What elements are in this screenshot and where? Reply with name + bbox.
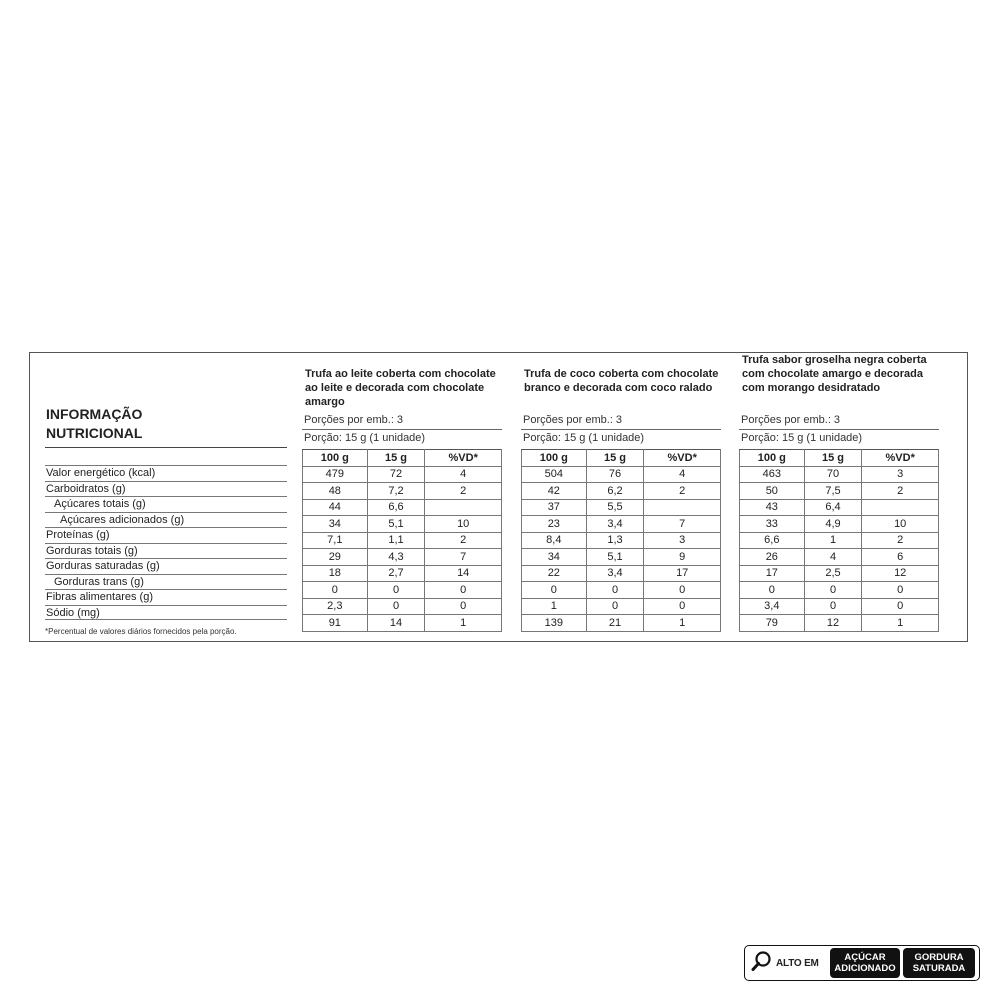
alto-em-section (747, 948, 827, 978)
table-cell (644, 499, 721, 516)
table-cell: 7 (425, 549, 502, 566)
table-cell: 0 (425, 582, 502, 599)
table-cell: 43 (740, 499, 805, 516)
table-cell: 17 (740, 565, 805, 582)
table-cell: 50 (740, 483, 805, 500)
table-row (740, 565, 939, 582)
servings-per-pack: Porções por emb.: 3 (741, 414, 841, 426)
table-cell: 2,5 (804, 565, 862, 582)
table-row (303, 598, 502, 615)
table-row (303, 466, 502, 483)
portion-size: Porção: 15 g (1 unidade) (741, 432, 863, 444)
meta-rule (302, 429, 502, 430)
column-header: 100 g (522, 450, 587, 467)
table-row (303, 483, 502, 500)
table-cell: 0 (740, 582, 805, 599)
table-cell (862, 499, 939, 516)
table-cell: 1 (522, 598, 587, 615)
column-header: %VD* (425, 450, 502, 467)
table-cell: 12 (804, 615, 862, 632)
table-cell: 0 (522, 582, 587, 599)
table-cell (425, 499, 502, 516)
table-cell: 6,6 (740, 532, 805, 549)
column-header: 15 g (804, 450, 862, 467)
table-cell: 3,4 (586, 565, 644, 582)
grid-header-row (303, 450, 502, 467)
column-header: %VD* (644, 450, 721, 467)
table-cell: 34 (303, 516, 368, 533)
table-row (522, 598, 721, 615)
table-row (522, 615, 721, 632)
table-row (303, 532, 502, 549)
servings-per-pack: Porções por emb.: 3 (523, 414, 623, 426)
table-cell: 76 (586, 466, 644, 483)
table-cell: 42 (522, 483, 587, 500)
table-row (522, 483, 721, 500)
table-cell: 14 (425, 565, 502, 582)
column-header: 100 g (303, 450, 368, 467)
portion-size: Porção: 15 g (1 unidade) (523, 432, 645, 444)
table-cell: 3,4 (586, 516, 644, 533)
product-name: Trufa de coco coberta com chocolate branco e decorada com coco ralado (524, 368, 719, 394)
nutrient-label: Valor energético (kcal) (45, 465, 287, 481)
table-cell: 6 (862, 549, 939, 566)
table-cell: 0 (644, 582, 721, 599)
table-row (303, 516, 502, 533)
nutrient-label: Gorduras trans (g) (45, 574, 287, 590)
table-cell: 91 (303, 615, 368, 632)
portion-size: Porção: 15 g (1 unidade) (304, 432, 426, 444)
table-cell: 10 (425, 516, 502, 533)
table-cell: 6,6 (367, 499, 425, 516)
nutrition-grid (302, 449, 502, 632)
table-cell: 44 (303, 499, 368, 516)
table-cell: 0 (862, 598, 939, 615)
table-row (740, 516, 939, 533)
table-row (740, 532, 939, 549)
alto-em-text: ALTO EM (776, 957, 819, 969)
servings-per-pack: Porções por emb.: 3 (304, 414, 404, 426)
table-cell: 4,9 (804, 516, 862, 533)
table-row (740, 615, 939, 632)
table-cell: 6,4 (804, 499, 862, 516)
table-row (303, 499, 502, 516)
table-row (303, 549, 502, 566)
table-row (740, 466, 939, 483)
table-cell: 1 (425, 615, 502, 632)
table-cell: 479 (303, 466, 368, 483)
table-cell: 37 (522, 499, 587, 516)
table-cell: 4 (804, 549, 862, 566)
table-cell: 48 (303, 483, 368, 500)
table-cell: 18 (303, 565, 368, 582)
nutrient-label: Gorduras saturadas (g) (45, 558, 287, 574)
nutrient-label: Proteínas (g) (45, 527, 287, 543)
table-cell: 504 (522, 466, 587, 483)
column-header: 15 g (586, 450, 644, 467)
meta-rule (521, 429, 721, 430)
table-cell: 7,5 (804, 483, 862, 500)
table-cell: 5,1 (367, 516, 425, 533)
table-cell: 3,4 (740, 598, 805, 615)
table-cell: 3 (862, 466, 939, 483)
table-row (522, 466, 721, 483)
table-cell: 7 (644, 516, 721, 533)
nutrition-title (46, 405, 196, 443)
table-cell: 0 (303, 582, 368, 599)
added-sugar-badge (830, 948, 900, 978)
table-cell: 5,1 (586, 549, 644, 566)
table-cell: 26 (740, 549, 805, 566)
table-cell: 463 (740, 466, 805, 483)
title-rule (45, 447, 287, 448)
table-row (740, 499, 939, 516)
table-row (740, 483, 939, 500)
table-cell: 1,1 (367, 532, 425, 549)
table-cell: 0 (586, 598, 644, 615)
table-cell: 9 (644, 549, 721, 566)
table-cell: 7,2 (367, 483, 425, 500)
table-row (522, 532, 721, 549)
grid-header-row (740, 450, 939, 467)
table-cell: 4 (425, 466, 502, 483)
table-cell: 0 (804, 598, 862, 615)
table-cell: 2 (862, 483, 939, 500)
table-row (522, 516, 721, 533)
table-cell: 34 (522, 549, 587, 566)
table-row (740, 582, 939, 599)
table-cell: 29 (303, 549, 368, 566)
column-header: %VD* (862, 450, 939, 467)
nutrient-label: Açúcares totais (g) (45, 496, 287, 512)
table-cell: 1 (644, 615, 721, 632)
table-cell: 4 (644, 466, 721, 483)
table-cell: 10 (862, 516, 939, 533)
table-cell: 1 (862, 615, 939, 632)
nutrient-label: Fibras alimentares (g) (45, 589, 287, 605)
grid-header-row (522, 450, 721, 467)
table-cell: 6,2 (586, 483, 644, 500)
table-cell: 33 (740, 516, 805, 533)
table-row (740, 598, 939, 615)
table-cell: 0 (862, 582, 939, 599)
table-cell: 139 (522, 615, 587, 632)
product-name: Trufa sabor groselha negra coberta com chocolate amargo e decorada com morango desidratado (742, 354, 927, 394)
title-line-1: INFORMAÇÃO (46, 406, 143, 422)
table-cell: 4,3 (367, 549, 425, 566)
table-cell: 12 (862, 565, 939, 582)
nutrient-label: Gorduras totais (g) (45, 543, 287, 559)
badge-line: GORDURA (914, 952, 964, 963)
nutrition-grid (521, 449, 721, 632)
table-cell: 7,1 (303, 532, 368, 549)
table-cell: 2 (644, 483, 721, 500)
table-cell: 2,3 (303, 598, 368, 615)
table-cell: 2 (425, 483, 502, 500)
saturated-fat-badge (903, 948, 975, 978)
table-row (522, 565, 721, 582)
table-row (522, 582, 721, 599)
table-cell: 0 (804, 582, 862, 599)
column-header: 100 g (740, 450, 805, 467)
table-cell: 0 (367, 582, 425, 599)
column-header: 15 g (367, 450, 425, 467)
magnifier-icon (751, 950, 773, 977)
table-cell: 0 (644, 598, 721, 615)
table-cell: 14 (367, 615, 425, 632)
table-row (303, 582, 502, 599)
table-cell: 2 (862, 532, 939, 549)
badge-line: ADICIONADO (834, 963, 896, 974)
footnote: *Percentual de valores diários fornecidos pela porção. (45, 627, 237, 636)
table-row (303, 565, 502, 582)
product-name: Trufa ao leite coberta com chocolate ao leite e decorada com chocolate amargo (305, 368, 496, 408)
nutrient-label: Carboidratos (g) (45, 481, 287, 497)
table-cell: 1 (804, 532, 862, 549)
table-row (303, 615, 502, 632)
table-cell: 72 (367, 466, 425, 483)
table-cell: 3 (644, 532, 721, 549)
table-cell: 70 (804, 466, 862, 483)
nutrition-panel (29, 352, 968, 642)
badge-line: AÇÚCAR (844, 952, 886, 963)
front-warning-label (744, 945, 980, 981)
table-cell: 0 (586, 582, 644, 599)
nutrient-labels (45, 465, 287, 620)
nutrient-label: Sódio (mg) (45, 605, 287, 621)
nutrition-grid (739, 449, 939, 632)
table-row (522, 549, 721, 566)
table-cell: 5,5 (586, 499, 644, 516)
table-row (740, 549, 939, 566)
table-cell: 2 (425, 532, 502, 549)
table-cell: 1,3 (586, 532, 644, 549)
badge-line: SATURADA (912, 963, 966, 974)
table-cell: 22 (522, 565, 587, 582)
table-cell: 0 (425, 598, 502, 615)
table-cell: 2,7 (367, 565, 425, 582)
nutrient-label: Açúcares adicionados (g) (45, 512, 287, 528)
table-row (522, 499, 721, 516)
table-cell: 8,4 (522, 532, 587, 549)
meta-rule (739, 429, 939, 430)
table-cell: 0 (367, 598, 425, 615)
table-cell: 79 (740, 615, 805, 632)
title-line-2: NUTRICIONAL (46, 425, 143, 441)
table-cell: 23 (522, 516, 587, 533)
table-cell: 21 (586, 615, 644, 632)
table-cell: 17 (644, 565, 721, 582)
